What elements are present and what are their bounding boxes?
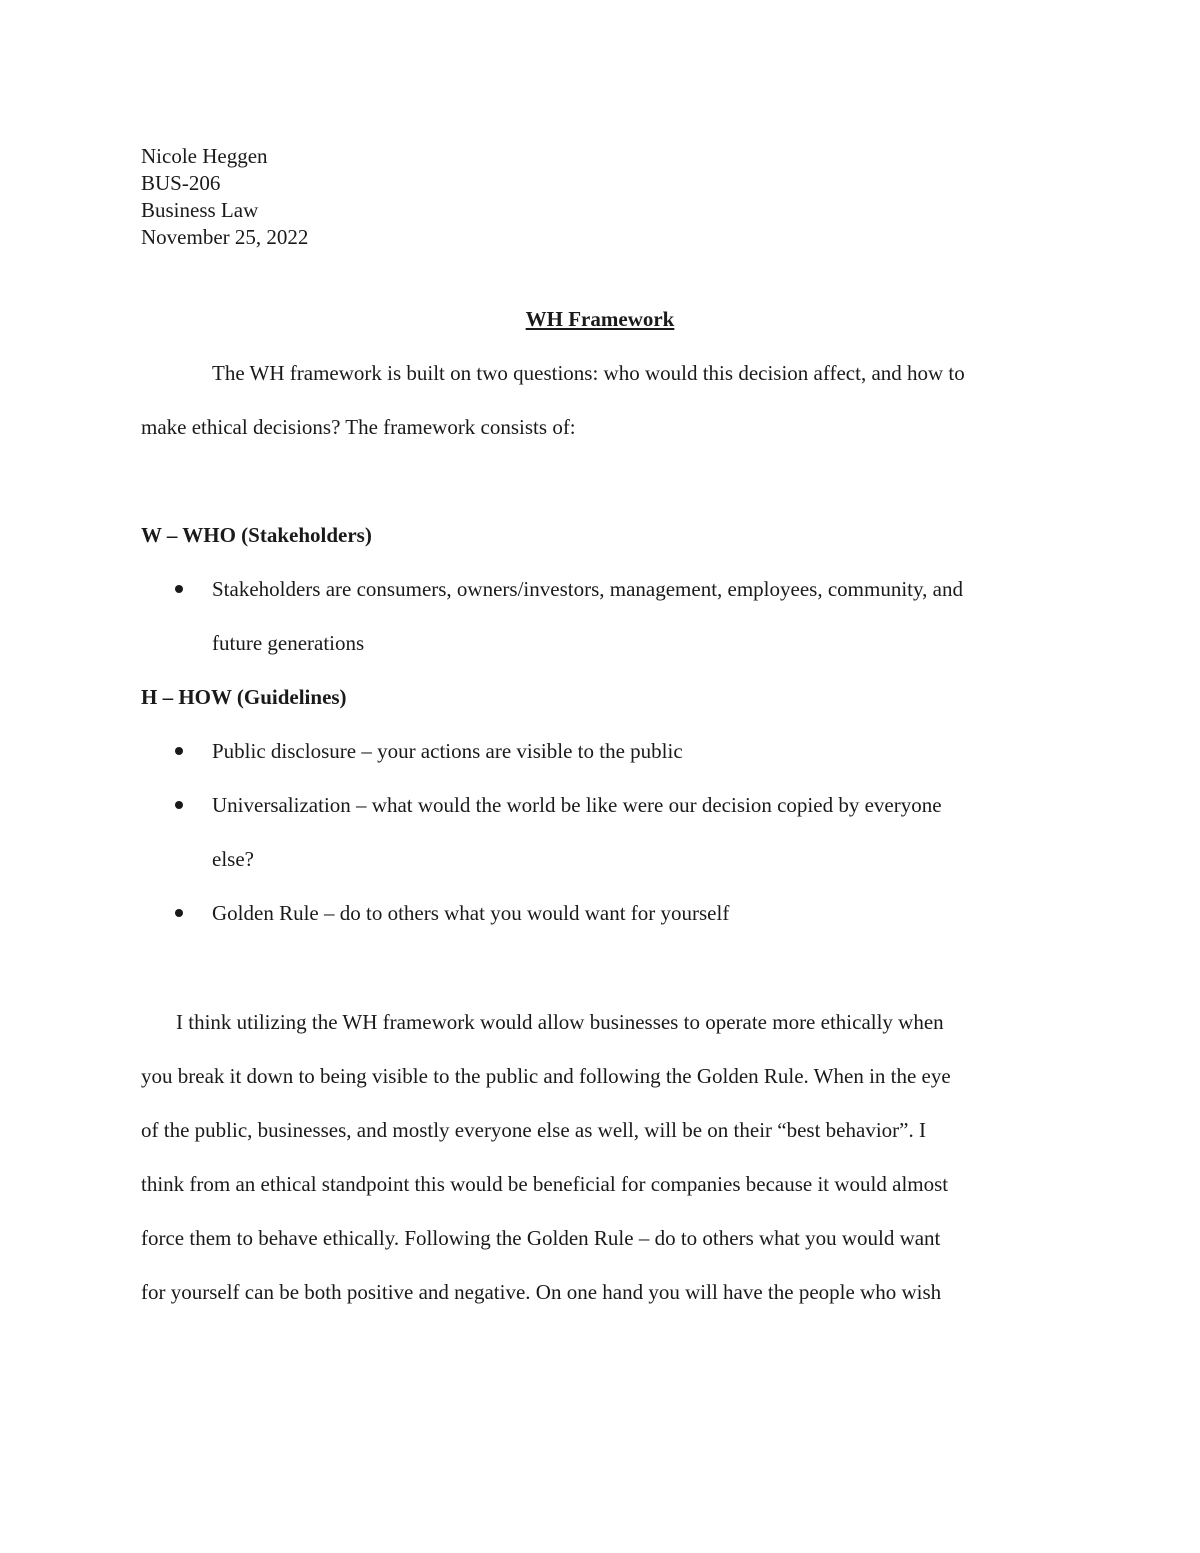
bullet-icon: [175, 909, 183, 917]
stakeholders-bullet-line-1: Stakeholders are consumers, owners/investors, management, employees, community, and: [212, 577, 963, 601]
document-title: WH Framework: [525, 307, 675, 331]
public-disclosure-bullet: Public disclosure – your actions are visible to the public: [212, 739, 683, 763]
body-paragraph-line-5: force them to behave ethically. Following the Golden Rule – do to others what you would want: [141, 1226, 941, 1250]
bullet-icon: [175, 747, 183, 755]
stakeholders-bullet-line-2: future generations: [212, 631, 365, 655]
universalization-bullet-line-2: else?: [212, 847, 254, 871]
document-date: November 25, 2022: [141, 225, 309, 249]
golden-rule-bullet: Golden Rule – do to others what you would want for yourself: [212, 901, 730, 925]
section-heading-how: H – HOW (Guidelines): [141, 685, 347, 709]
universalization-bullet-line-1: Universalization – what would the world be like were our decision copied by everyone: [212, 793, 942, 817]
bullet-icon: [175, 585, 183, 593]
course-name: Business Law: [141, 198, 259, 222]
body-paragraph-line-6: for yourself can be both positive and negative. On one hand you will have the people who wish: [141, 1280, 942, 1304]
body-paragraph-line-4: think from an ethical standpoint this would be beneficial for companies because it would almost: [141, 1172, 949, 1196]
course-code: BUS-206: [141, 171, 221, 195]
author-name: Nicole Heggen: [141, 144, 268, 168]
body-paragraph-line-1: I think utilizing the WH framework would allow businesses to operate more ethically when: [176, 1010, 944, 1034]
body-paragraph-line-3: of the public, businesses, and mostly everyone else as well, will be on their “best behavior”. I: [141, 1118, 926, 1142]
body-paragraph-line-2: you break it down to being visible to the public and following the Golden Rule. When in the eye: [141, 1064, 951, 1088]
bullet-icon: [175, 801, 183, 809]
section-heading-who: W – WHO (Stakeholders): [141, 523, 372, 547]
intro-line-2: make ethical decisions? The framework consists of:: [141, 415, 576, 439]
intro-line-1: The WH framework is built on two questions: who would this decision affect, and how to: [212, 361, 965, 385]
